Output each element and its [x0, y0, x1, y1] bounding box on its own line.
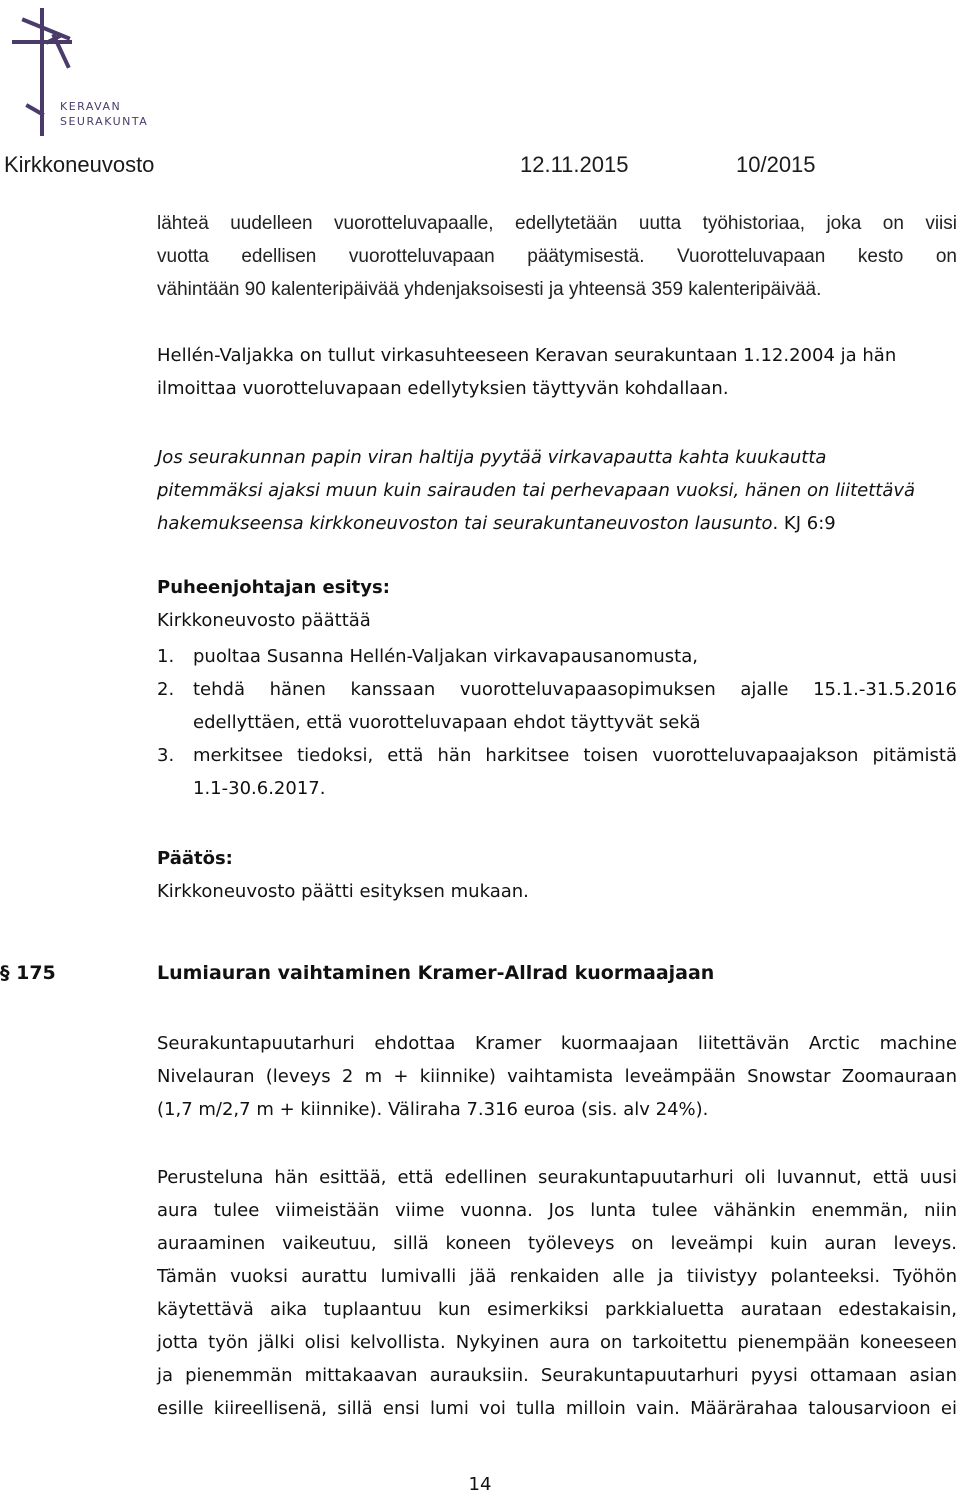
text-line: ilmoittaa vuorotteluvapaan edellytyksien täyttyvän kohdallaan.: [157, 378, 729, 399]
proposal-intro: Kirkkoneuvosto päättää: [157, 610, 371, 631]
text-line: ja pienemmän mittakaavan aurauksiin. Seurakuntapuutarhuri pyysi ottamaan asian: [157, 1365, 957, 1386]
text-line: jotta työn jälki olisi kelvollista. Nykyinen aura on tarkoitettu pienempään koneeseen: [157, 1332, 957, 1353]
list-number: 2.: [157, 679, 175, 700]
decision-heading: Päätös:: [157, 848, 233, 869]
text-line: Nivelauran (leveys 2 m + kiinnike) vaihtamista leveämpään Snowstar Zoomauraan: [157, 1066, 957, 1087]
text-line: auraaminen vaikeutuu, sillä koneen työleveys on leveämpi kuin auran leveys.: [157, 1233, 957, 1254]
text-line: aura tulee viimeistään viime vuonna. Jos lunta tulee vähänkin enemmän, niin: [157, 1200, 957, 1221]
header-number: 10/2015: [736, 152, 816, 177]
list-item: merkitsee tiedoksi, että hän harkitsee toisen vuorotteluvapaajakson pitämistä: [193, 745, 957, 766]
text-line: vuotta edellisen vuorotteluvapaan päätymisestä. Vuorotteluvapaan kesto on: [157, 246, 957, 267]
text-line: Seurakuntapuutarhuri ehdottaa Kramer kuormaajaan liitettävän Arctic machine: [157, 1033, 957, 1054]
list-number: 3.: [157, 745, 175, 766]
header-doc-name: Kirkkoneuvosto: [4, 152, 155, 177]
text-line: Perusteluna hän esittää, että edellinen seurakuntapuutarhuri oli luvannut, että uusi: [157, 1167, 957, 1188]
text-line: Hellén-Valjakka on tullut virkasuhteeseen Keravan seurakuntaan 1.12.2004 ja hän: [157, 345, 897, 366]
law-reference: . KJ 6:9: [772, 513, 836, 534]
text-line: (1,7 m/2,7 m + kiinnike). Väliraha 7.316 euroa (sis. alv 24%).: [157, 1099, 709, 1120]
list-item: 1.1-30.6.2017.: [193, 778, 326, 799]
header-date: 12.11.2015: [520, 152, 629, 177]
list-item: tehdä hänen kanssaan vuorotteluvapaasopimuksen ajalle 15.1.-31.5.2016: [193, 679, 957, 700]
logo-line-2: SEURAKUNTA: [60, 115, 149, 128]
paragraph-5: [157, 1161, 957, 1425]
paragraph-1: [157, 207, 957, 306]
text-line: lähteä uudelleen vuorotteluvapaalle, edellytetään uutta työhistoriaa, joka on viisi: [157, 213, 957, 234]
text-line: esille kiireellisenä, sillä ensi lumi voi tulla milloin vain. Määrärahaa talousarvioon ei: [157, 1398, 957, 1419]
text-line: vähintään 90 kalenteripäivää yhdenjaksoisesti ja yhteensä 359 kalenteripäivää.: [157, 279, 822, 300]
text-line: Jos seurakunnan papin viran haltija pyytää virkavapautta kahta kuukautta: [157, 447, 827, 468]
proposal-heading: Puheenjohtajan esitys:: [157, 577, 390, 598]
text-line: käytettävä aika tuplaantuu kun esimerkiksi parkkialuetta aurataan edestakaisin,: [157, 1299, 957, 1320]
paragraph-2: [157, 339, 957, 405]
page-number: 14: [468, 1474, 492, 1495]
list-number: 1.: [157, 646, 175, 667]
logo-line-1: KERAVAN: [60, 100, 122, 113]
paragraph-4: [157, 1027, 957, 1126]
section-title: Lumiauran vaihtaminen Kramer-Allrad kuormaajaan: [157, 962, 715, 984]
text-line: hakemukseensa kirkkoneuvoston tai seurakuntaneuvoston lausunto: [157, 513, 773, 534]
list-item: edellyttäen, että vuorotteluvapaan ehdot täyttyvät sekä: [193, 712, 701, 733]
legal-quote: [157, 441, 957, 540]
decision-text: Kirkkoneuvosto päätti esityksen mukaan.: [157, 881, 529, 902]
text-line: pitemmäksi ajaksi muun kuin sairauden tai perhevapaan vuoksi, hänen on liitettävä: [157, 480, 916, 501]
list-item: puoltaa Susanna Hellén-Valjakan virkavapausanomusta,: [193, 646, 698, 667]
section-number: § 175: [0, 962, 56, 984]
text-line: Tämän vuoksi aurattu lumivalli jää renkaiden alle ja tiivistyy polanteeksi. Työhön: [157, 1266, 957, 1287]
